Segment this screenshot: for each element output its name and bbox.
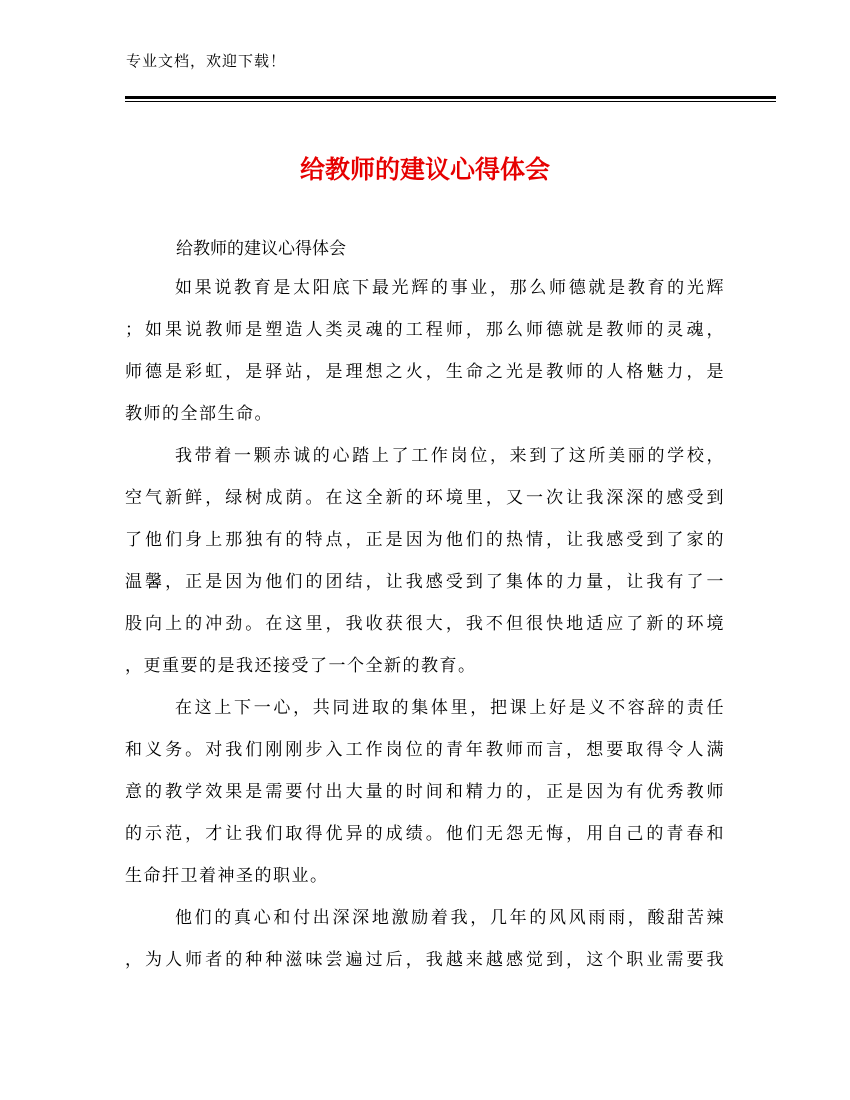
header-rule (125, 96, 776, 99)
paragraph-line: ；如果说教师是塑造人类灵魂的工程师，那么师德就是教师的灵魂， (125, 320, 725, 340)
paragraph-line: 了他们身上那独有的特点，正是因为他们的热情，让我感受到了家的 (125, 530, 725, 550)
document-subtitle: 给教师的建议心得体会 (176, 239, 346, 259)
paragraph-line: 他们的真心和付出深深地激励着我，几年的风风雨雨，酸甜苦辣 (175, 908, 725, 928)
paragraph-4 (125, 903, 725, 987)
paragraph-1 (125, 273, 725, 441)
paragraph-line: ，更重要的是我还接受了一个全新的教育。 (125, 656, 477, 676)
paragraph-2 (125, 441, 725, 693)
paragraph-3 (125, 693, 725, 903)
paragraph-line: 温馨，正是因为他们的团结，让我感受到了集体的力量，让我有了一 (125, 572, 725, 592)
paragraph-line: 教师的全部生命。 (125, 404, 273, 424)
paragraph-line: 股向上的冲劲。在这里，我收获很大，我不但很快地适应了新的环境 (125, 614, 725, 634)
paragraph-line: 如果说教育是太阳底下最光辉的事业，那么师德就是教育的光辉 (175, 278, 725, 298)
document-body (125, 273, 725, 987)
paragraph-line: 我带着一颗赤诚的心踏上了工作岗位，来到了这所美丽的学校， (175, 446, 725, 466)
header-note: 专业文档，欢迎下载！ (126, 52, 287, 70)
paragraph-line: 在这上下一心，共同进取的集体里，把课上好是义不容辞的责任 (175, 698, 725, 718)
paragraph-line: 意的教学效果是需要付出大量的时间和精力的，正是因为有优秀教师 (125, 782, 725, 802)
document-title: 给教师的建议心得体会 (299, 155, 550, 184)
paragraph-line: 生命扞卫着神圣的职业。 (125, 866, 329, 886)
paragraph-line: 的示范，才让我们取得优异的成绩。他们无怨无悔，用自己的青春和 (125, 824, 725, 844)
paragraph-line: 空气新鲜，绿树成荫。在这全新的环境里，又一次让我深深的感受到 (125, 488, 725, 508)
paragraph-line: ，为人师者的种种滋味尝遍过后，我越来越感觉到，这个职业需要我 (125, 950, 725, 970)
paragraph-line: 师德是彩虹，是驿站，是理想之火，生命之光是教师的人格魅力，是 (125, 362, 725, 382)
paragraph-line: 和义务。对我们刚刚步入工作岗位的青年教师而言，想要取得令人满 (125, 740, 725, 760)
header-rule-thin (125, 101, 776, 102)
